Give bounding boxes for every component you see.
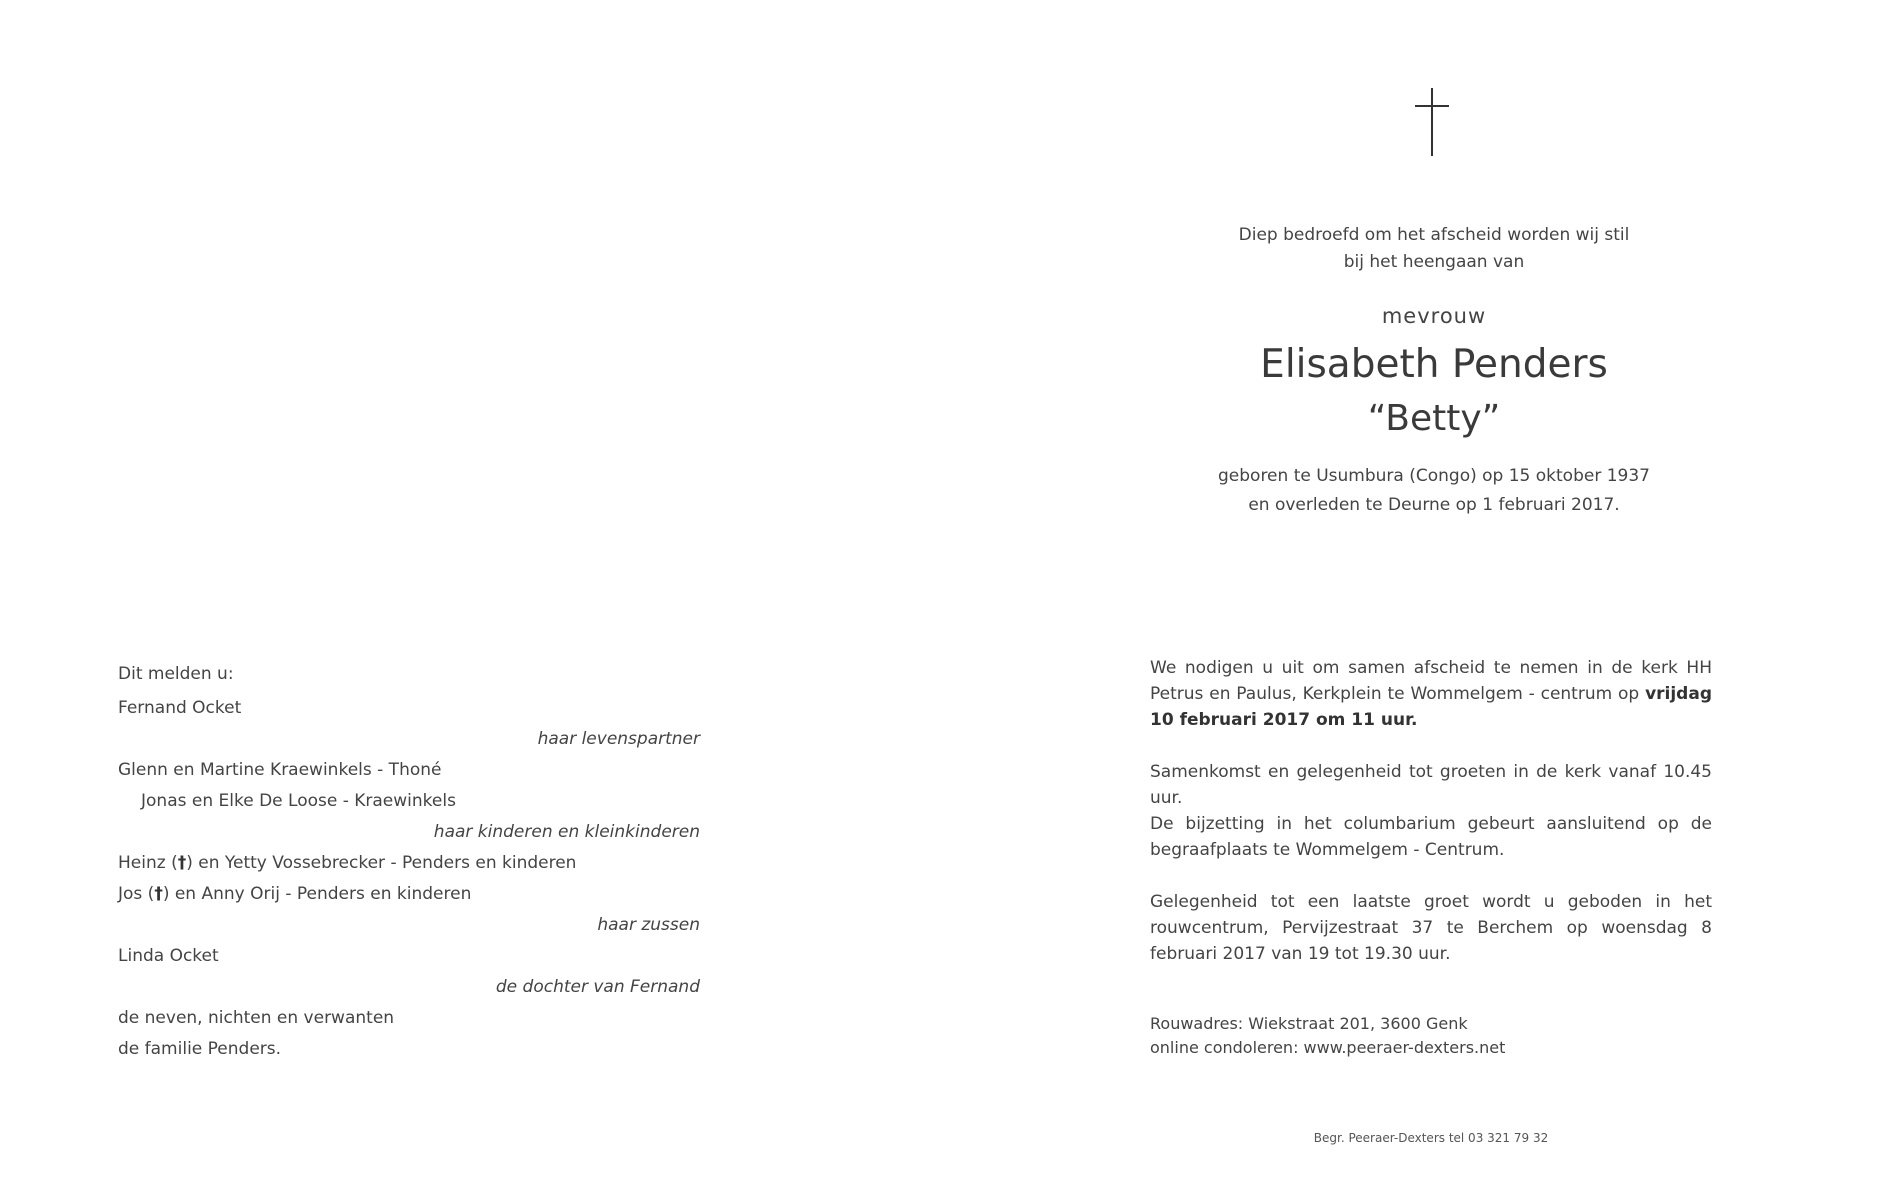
funeral-date-time: vrijdag 10 februari 2017 om 11 uur. — [1150, 684, 1712, 730]
announcement-heading: Dit melden u: — [118, 664, 234, 684]
undertaker-footer: Begr. Peeraer-Dexters tel 03 321 79 32 — [1313, 1131, 1549, 1145]
intro-line-1: Diep bedroefd om het afscheid worden wij stil — [1238, 225, 1630, 245]
deceased-cross-icon: † — [177, 853, 187, 873]
gathering-text: Samenkomst en gelegenheid tot groeten in de kerk vanaf 10.45 uur. — [1150, 762, 1712, 808]
family-line: de familie Penders. — [118, 1039, 282, 1059]
family-list — [118, 0, 700, 1177]
deceased-cross-icon: † — [154, 884, 163, 904]
sibling-1-text-b: ) en Yetty Vossebrecker - Penders en kinderen — [186, 853, 577, 873]
sibling-2-text-b: ) en Anny Orij - Penders en kinderen — [162, 884, 472, 904]
birth-line: geboren te Usumbura (Congo) op 15 oktober 1937 — [1218, 466, 1650, 486]
online-condolences: online condoleren: www.peeraer-dexters.net — [1150, 1038, 1506, 1057]
stepdaughter-name: Linda Ocket — [118, 946, 219, 966]
partner-name: Fernand Ocket — [118, 698, 242, 718]
funeral-text: We nodigen u uit om samen afscheid te nemen in de kerk HH Petrus en Paulus, Kerkplein te Wommelgem - centrum op — [1150, 658, 1712, 704]
siblings-relation: haar zussen — [597, 915, 700, 935]
death-line: en overleden te Deurne op 1 februari 2017. — [1248, 495, 1620, 515]
sibling-1-text-a: Heinz ( — [118, 853, 178, 873]
children-relation: haar kinderen en kleinkinderen — [433, 822, 700, 842]
stepdaughter-relation: de dochter van Fernand — [495, 977, 700, 997]
honorific: mevrouw — [1381, 304, 1487, 328]
child-name: Glenn en Martine Kraewinkels - Thoné — [118, 760, 442, 780]
sibling-2-text-a: Jos ( — [118, 884, 155, 904]
relatives-line: de neven, nichten en verwanten — [118, 1008, 395, 1028]
mourning-address: Rouwadres: Wiekstraat 201, 3600 Genk — [1150, 1014, 1468, 1033]
intro-line-2: bij het heengaan van — [1343, 252, 1525, 272]
ceremony-details — [1150, 0, 1712, 1177]
sibling-2 — [118, 883, 700, 905]
interment-text: De bijzetting in het columbarium gebeurt aansluitend op de begraafplaats te Wommelgem - Centrum. — [1150, 814, 1712, 860]
partner-relation: haar levenspartner — [537, 729, 700, 749]
contact-info — [1150, 1012, 1505, 1060]
deceased-name: Elisabeth Penders — [1260, 342, 1608, 387]
deceased-nickname: “Betty” — [1367, 398, 1501, 439]
grandchild-name: Jonas en Elke De Loose - Kraewinkels — [141, 791, 456, 811]
visitation-text: Gelegenheid tot een laatste groet wordt u geboden in het rouwcentrum, Pervijzestraat 37 te Berchem op woensdag 8 februari 2017 van 19 tot 19.30 uur. — [1150, 892, 1712, 964]
funeral-invitation — [1150, 655, 1712, 733]
sibling-1 — [118, 852, 700, 874]
